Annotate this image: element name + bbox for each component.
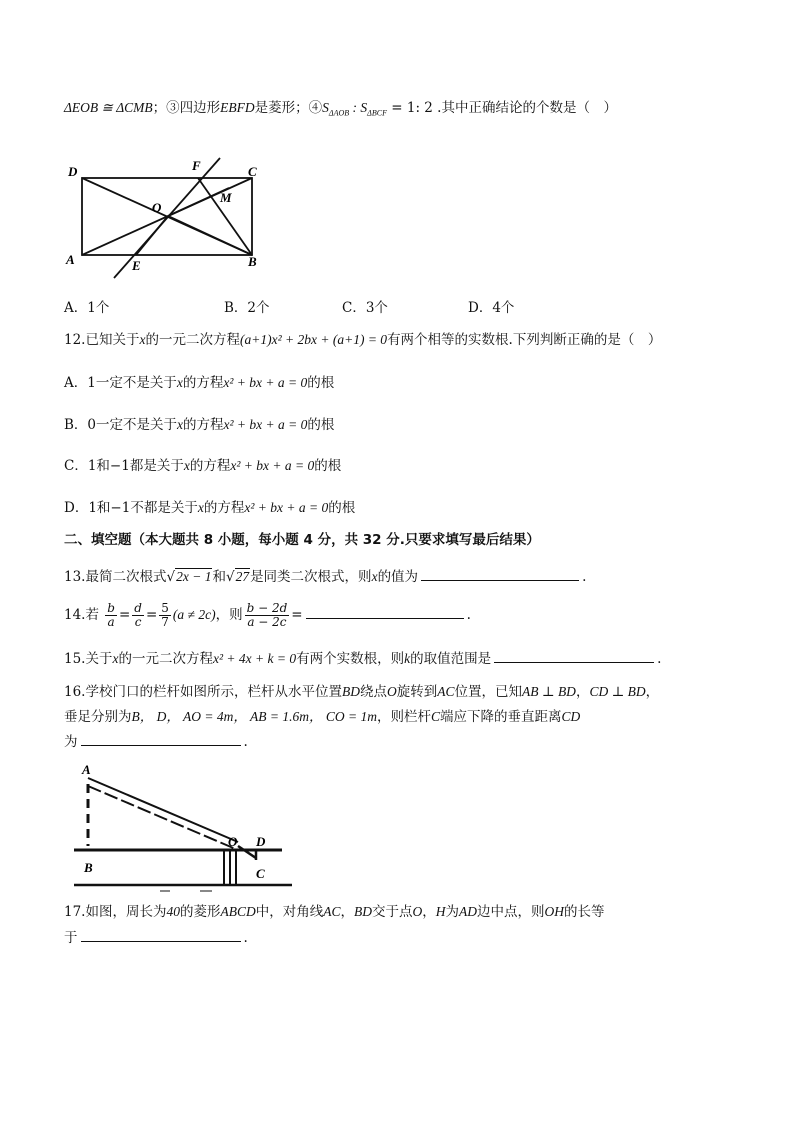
q13-radical-1: 2x − 1 [176,569,212,584]
label-a: A [82,762,91,777]
label-f: F [192,158,201,173]
section-2-heading: 二、填空题（本大题共 8 小题，每小题 4 分，共 32 分.只要求填写最后结果） [64,532,540,548]
q11-option-b[interactable]: B．2个 [224,300,270,316]
q12-option-a[interactable]: A．1一定不是关于x的方程x² + bx + a = 0的根 [64,375,335,391]
q11-option-d[interactable]: D．4个 [468,300,515,316]
q12-option-b[interactable]: B．0一定不是关于x的方程x² + bx + a = 0的根 [64,417,335,433]
q16-barrier-figure [70,760,295,892]
label-d: D [68,164,78,179]
q16-line-1: 16.学校门口的栏杆如图所示，栏杆从水平位置BD绕点O旋转到AC位置，已知AB ⊥ BD，CD ⊥ BD， [64,684,660,700]
label-m: M [220,190,232,205]
q14: 14.若 $\frac{b}{a}$ = $\frac{d}{c}$ = $\frac{5}{7}$ (a ≠ 2c)，则 $\frac{b - 2d}{a - 2c}$ = . [64,601,471,629]
q12-stem: 12.已知关于x的一元二次方程(a+1)x² + 2bx + (a+1) = 0有两个相等的实数根.下列判断正确的是（ ） [64,332,662,348]
q11-options [64,298,514,318]
q15-equation: x² + 4x + k = 0 [212,651,297,666]
label-o: O [228,834,238,849]
q13-answer-blank[interactable] [421,566,579,581]
q17-line-1: 17.如图，周长为40的菱形ABCD中，对角线AC，BD交于点O，H为AD边中点，则OH的长等 [64,904,605,920]
q14-fraction-b-over-a: $\frac{b}{a}$ [107,601,115,629]
q11-rectangle-figure [62,152,272,284]
q16-answer-blank[interactable] [81,731,241,746]
label-o: O [152,200,162,215]
q11-option-a[interactable]: A．1个 [64,300,110,316]
q11-stem-continuation: ΔEOB ≅ ΔCMB；③四边形EBFD是菱形；$④S_{\Delta AOB}$ : $S_{\Delta BCF} = 1$: 2 .其中正确结论的个数是（ ） [64,100,617,118]
q11-option-c[interactable]: C．3个 [342,300,388,316]
q12-equation: (a+1)x² + 2bx + (a+1) = 0 [239,332,388,347]
rotated-bar-top [88,778,238,842]
rotated-bar-bottom [88,786,238,850]
label-e: E [132,258,141,273]
label-c: C [248,164,257,179]
q12-option-c[interactable]: C．1和−1都是关于x的方程x² + bx + a = 0的根 [64,458,342,474]
q17-answer-blank[interactable] [81,927,241,942]
q13: 13.最简二次根式√2x − 1和√27是同类二次根式，则x的值为 . [64,566,586,587]
q15-answer-blank[interactable] [494,648,654,663]
q12-option-d[interactable]: D．1和−1不都是关于x的方程x² + bx + a = 0的根 [64,500,356,516]
label-d: D [256,834,266,849]
rotated-bar-tail [238,846,256,858]
q14-fraction-5-over-7: $\frac{5}{7}$ [161,601,169,629]
segment-eo [136,216,168,255]
q14-answer-blank[interactable] [306,604,464,619]
label-b: B [248,254,257,269]
label-a: A [66,252,75,267]
label-c: C [256,866,265,881]
q14-target-fraction: $\frac{b - 2d}{a - 2c}$ [246,601,288,629]
label-b: B [84,860,93,875]
q14-fraction-d-over-c: $\frac{d}{c}$ [134,601,142,629]
q17-line-2: 于 . [64,927,248,948]
q13-radical-2: 27 [235,569,250,584]
q16-line-3: 为 . [64,731,248,752]
q15: 15.关于x的一元二次方程x² + 4x + k = 0有两个实数根，则k的取值范围是 . [64,648,661,669]
q11-congruence: ΔEOB ≅ ΔCMB [64,100,153,115]
q16-line-2: 垂足分别为B， D， AO = 4m， AB = 1.6m， CO = 1m，则栏杆C端应下降的垂直距离CD [64,709,581,725]
